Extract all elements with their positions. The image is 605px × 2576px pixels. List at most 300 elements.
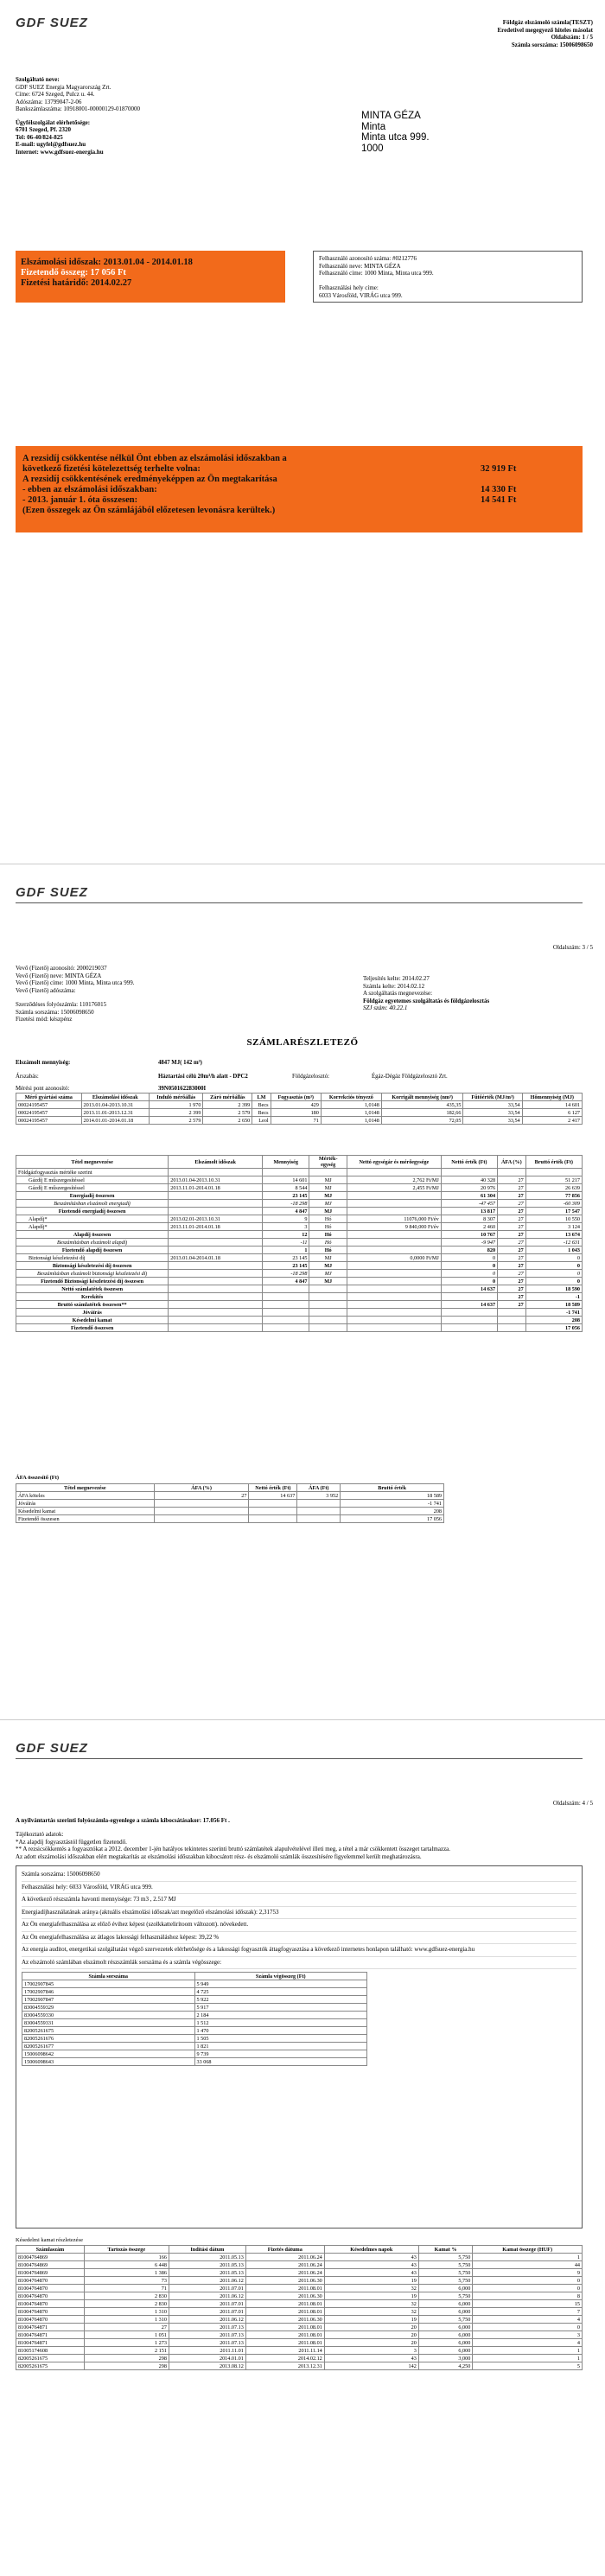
table-cell: 33,54 [463, 1101, 522, 1109]
tariff-label: Árszabás: [16, 1074, 39, 1080]
info-line: A következő részszámla havonti mennyisége: 73 m3 , 2.517 MJ [22, 1896, 576, 1907]
table-cell [309, 1301, 347, 1309]
table-cell: Alapdíj* [16, 1223, 169, 1231]
table-cell: 2011.07.13 [169, 2339, 245, 2347]
table-row [22, 1996, 367, 2004]
table-row [16, 2292, 583, 2300]
table-cell: 15006098643 [22, 2058, 195, 2066]
tariff-value: Háztartási célú 20m³/h alatt - DPC2 [158, 1074, 248, 1080]
table-cell [347, 1247, 441, 1254]
note-line: *Az alapdíj fogyasztástól független fizetendő. [16, 1838, 127, 1846]
table-cell: 2013.12.31 [245, 2362, 324, 2370]
table-cell: -18 298 [263, 1200, 309, 1208]
service-line: Internet: www.gdfsuez-energia.hu [16, 148, 104, 156]
table-row [16, 1324, 583, 1332]
table-cell [263, 1169, 309, 1176]
table-cell: 82005261675 [16, 2355, 85, 2362]
column-header: Mérő gyártási száma [16, 1094, 82, 1101]
table-cell: 5 [473, 2362, 583, 2370]
table-cell: 2013.11.01-2014.01.18 [169, 1223, 263, 1231]
table-cell: 5,750 [418, 2254, 472, 2261]
table-cell: 0 [525, 1262, 582, 1270]
table-row [16, 1169, 583, 1176]
table-cell: 2 399 [203, 1101, 252, 1109]
table-row [16, 1200, 583, 1208]
table-cell: 13 817 [441, 1208, 497, 1215]
table-cell: 2014.01.01-2014.01.18 [81, 1117, 150, 1125]
customer-line: Felhasználó címe: 1000 Minta, Minta utca 999. [319, 270, 434, 277]
date-line: Földgáz egyetemes szolgáltatás és földgázelosztás [363, 997, 490, 1004]
table-cell: 81005174608 [16, 2347, 85, 2355]
vat-title [16, 1475, 59, 1481]
table-cell: 4 [473, 2316, 583, 2324]
table-cell: 77 856 [525, 1192, 582, 1200]
table-cell: 1 [473, 2254, 583, 2261]
column-header: Indítási dátum [169, 2246, 245, 2254]
table-cell: 2011.05.13 [169, 2269, 245, 2277]
table-cell: 2013.11.01-2014.01.18 [169, 1184, 263, 1192]
table-cell: 2011.11.14 [245, 2347, 324, 2355]
table-cell: 208 [341, 1508, 444, 1515]
table-cell: Gázdíj E műszergesítéssel [16, 1176, 169, 1184]
column-header: Nettó érték (Ft) [249, 1484, 297, 1492]
page1-header-right [368, 19, 593, 48]
table-row [16, 1184, 583, 1192]
page-number-text: Oldalszám: 4 / 5 [552, 1800, 593, 1807]
page-number-text: Oldalszám: 3 / 5 [552, 944, 593, 951]
contract-line: Számla sorszáma: 15006098650 [16, 1008, 94, 1016]
table-cell: Biztonsági készletezési díj összesen [16, 1262, 169, 1270]
info-box [16, 1865, 583, 2228]
column-header: ÁFA (%) [498, 1156, 526, 1169]
table-cell: 435,35 [381, 1101, 463, 1109]
table-cell: 1,0148 [321, 1109, 381, 1117]
table-cell: 73 [84, 2277, 169, 2285]
table-cell: Kerekítés [16, 1293, 169, 1301]
table-cell: 8 307 [441, 1215, 497, 1223]
customer-box [313, 251, 583, 303]
table-cell: 83004559331 [22, 2019, 195, 2027]
column-header: Tétel megnevezése [16, 1484, 155, 1492]
table-cell: 81004764870 [16, 2292, 85, 2300]
table-cell: 40 328 [441, 1176, 497, 1184]
table-cell: 19 [324, 2292, 418, 2300]
supply-details [16, 1060, 586, 1093]
table-cell: -11 [263, 1239, 309, 1247]
column-header: LM [252, 1094, 271, 1101]
supplier-info [16, 76, 206, 156]
table-cell [169, 1239, 263, 1247]
amount-due: Fizetendő összeg: 17 056 Ft [21, 268, 126, 277]
reduction-value-1: 32 919 Ft [481, 464, 517, 474]
column-header: Záró mérőállás [203, 1094, 252, 1101]
payment-deadline: Fizetési határidő: 2014.02.27 [21, 278, 132, 288]
table-cell [154, 1508, 249, 1515]
table-cell: 32 [324, 2300, 418, 2308]
late-interest-table [16, 2245, 583, 2370]
table-row [16, 2339, 583, 2347]
table-row [16, 2261, 583, 2269]
pod-label: Mérési pont azonosító: [16, 1086, 70, 1092]
table-cell: 429 [271, 1101, 321, 1109]
table-cell [347, 1208, 441, 1215]
table-cell: Jóváírás [16, 1309, 169, 1317]
table-cell: 2 579 [203, 1109, 252, 1117]
table-cell: 1 505 [194, 2035, 367, 2043]
table-cell: MJ [309, 1184, 347, 1192]
contract-line: Fizetési mód: készpénz [16, 1016, 73, 1023]
table-cell [249, 1515, 297, 1523]
table-cell [347, 1270, 441, 1278]
table-cell [347, 1239, 441, 1247]
reduction-line-1: A rezsidíj csökkentése nélkül Önt ebben az elszámolási időszakban a [22, 454, 287, 463]
table-cell [347, 1200, 441, 1208]
table-cell: 820 [441, 1247, 497, 1254]
table-cell: 6 127 [522, 1109, 582, 1117]
column-header: ÁFA (Ft) [297, 1484, 341, 1492]
table-cell: 23 145 [263, 1262, 309, 1270]
header-line: Oldalszám: 1 / 5 [551, 34, 593, 41]
table-cell: 2013.08.12 [169, 2362, 245, 2370]
table-cell [347, 1324, 441, 1332]
table-cell: 2013.02.01-2013.10.31 [169, 1215, 263, 1223]
table-row [16, 1254, 583, 1262]
table-cell: 2011.06.30 [245, 2277, 324, 2285]
table-cell: 180 [271, 1109, 321, 1117]
table-cell: 0 [473, 2324, 583, 2331]
table-cell: 17 056 [341, 1515, 444, 1523]
table-cell: 20 976 [441, 1184, 497, 1192]
section-title-text: SZÁMLARÉSZLETEZŐ [246, 1037, 359, 1048]
table-row [16, 1109, 583, 1117]
table-cell: 3 [473, 2331, 583, 2339]
table-cell: 81004764870 [16, 2316, 85, 2324]
table-row [16, 1278, 583, 1285]
table-row [16, 1176, 583, 1184]
buyer-line: Vevő (Fizető) címe: 1000 Minta, Minta utca 999. [16, 979, 135, 986]
table-cell: 33,54 [463, 1117, 522, 1125]
capacity-label: Elszámolt mennyiség: [16, 1060, 71, 1066]
table-cell: 27 [498, 1223, 526, 1231]
table-cell: 81004764869 [16, 2269, 85, 2277]
table-cell: 3 952 [297, 1492, 341, 1500]
column-header: Számla sorszáma [22, 1973, 195, 1980]
table-cell: 14 637 [441, 1301, 497, 1309]
table-cell [309, 1317, 347, 1324]
column-header: Korrigált mennyiség (nm³) [381, 1094, 463, 1101]
contract-info [16, 1001, 275, 1023]
balance-statement-text: A nyilvántartás szerinti folyószámla-egyenlege a számla kibocsátásakor: 17.056 Ft . [16, 1817, 230, 1824]
table-cell: 00024195457 [16, 1101, 82, 1109]
table-cell: 18 590 [525, 1285, 582, 1293]
table-cell [347, 1169, 441, 1176]
column-header: Fizetés dátuma [245, 2246, 324, 2254]
table-cell: 82005261676 [22, 2035, 195, 2043]
table-row [22, 2019, 367, 2027]
table-cell: 27 [498, 1285, 526, 1293]
column-header: Kamat % [418, 2246, 472, 2254]
table-cell: Fizetendő összesen [16, 1324, 169, 1332]
table-row [16, 2277, 583, 2285]
table-cell: 2011.08.01 [245, 2308, 324, 2316]
table-cell [347, 1192, 441, 1200]
page-number [553, 944, 593, 952]
table-row [16, 2285, 583, 2292]
table-cell: 298 [84, 2362, 169, 2370]
table-cell: 33,54 [463, 1109, 522, 1117]
header-line: Földgáz elszámoló számla(TESZT) [502, 19, 593, 26]
pod-value: 39N050162283000I [158, 1086, 207, 1092]
addressee-line: Minta [361, 121, 386, 132]
table-cell [347, 1262, 441, 1270]
table-cell: 2011.06.12 [169, 2316, 245, 2324]
table-cell: 2 830 [84, 2292, 169, 2300]
table-cell: 00024195457 [16, 1109, 82, 1117]
table-cell: 32 [324, 2285, 418, 2292]
table-cell [263, 1309, 309, 1317]
table-cell: 81004764870 [16, 2285, 85, 2292]
table-cell: 27 [498, 1184, 526, 1192]
invoice-page-4 [0, 1720, 605, 2576]
table-cell [309, 1293, 347, 1301]
table-cell: 17 056 [525, 1324, 582, 1332]
table-row [16, 1285, 583, 1293]
table-cell: 2013.01.04-2014.01.18 [169, 1254, 263, 1262]
table-cell: Fizetendő összesen [16, 1515, 155, 1523]
table-row [16, 1317, 583, 1324]
table-cell: Becs [252, 1101, 271, 1109]
table-row [16, 1293, 583, 1301]
table-cell: Becs [252, 1109, 271, 1117]
table-cell: 0 [525, 1270, 582, 1278]
table-cell: 2011.05.13 [169, 2261, 245, 2269]
table-cell: 3 [324, 2347, 418, 2355]
column-header: Kamat összege (HUF) [473, 2246, 583, 2254]
table-row [16, 1223, 583, 1231]
table-cell: 2011.06.30 [245, 2292, 324, 2300]
table-cell [169, 1169, 263, 1176]
table-cell: 27 [498, 1176, 526, 1184]
table-cell: 17002907845 [22, 1980, 195, 1988]
table-cell: 17002907846 [22, 1988, 195, 1996]
table-cell: 15 [473, 2300, 583, 2308]
table-cell: 81004764871 [16, 2331, 85, 2339]
summary-box [16, 251, 285, 303]
logo-text: GDF SUEZ [16, 885, 88, 900]
table-row [22, 2027, 367, 2035]
table-cell: 81004764870 [16, 2277, 85, 2285]
logo-text: GDF SUEZ [16, 16, 88, 30]
table-cell: 9 739 [194, 2050, 367, 2058]
table-cell: 1 512 [194, 2019, 367, 2027]
column-header: Bruttó érték [341, 1484, 444, 1492]
table-cell: Hó [309, 1247, 347, 1254]
table-row [16, 2269, 583, 2277]
table-cell [263, 1301, 309, 1309]
table-row [16, 1231, 583, 1239]
column-header: Bruttó érték (Ft) [525, 1156, 582, 1169]
table-cell: 1 273 [84, 2339, 169, 2347]
table-cell: 81004764869 [16, 2261, 85, 2269]
table-row [16, 1500, 444, 1508]
table-cell: 82005261675 [16, 2362, 85, 2370]
table-cell: 2011.08.01 [245, 2285, 324, 2292]
reduction-line-3: A rezsidíj csökkentésének eredményeképpen az Ön megtakarítása [22, 475, 277, 484]
table-cell [169, 1208, 263, 1215]
table-cell: Fizetendő Biztonsági készletezési díj összesen [16, 1278, 169, 1285]
table-cell [169, 1278, 263, 1285]
table-cell: 15006098642 [22, 2050, 195, 2058]
service-line: Tel: 06-40/824-825 [16, 133, 63, 141]
table-cell: 83004559329 [22, 2004, 195, 2012]
reduction-value-3: 14 541 Ft [481, 495, 517, 505]
table-cell: 0 [525, 1254, 582, 1262]
table-cell: 8 [473, 2292, 583, 2300]
table-cell: 5,750 [418, 2269, 472, 2277]
table-cell: 1 [473, 2355, 583, 2362]
table-cell: 0,0000 Ft/MJ [347, 1254, 441, 1262]
table-cell: Alapdíj összesen [16, 1231, 169, 1239]
table-cell: Leol [252, 1117, 271, 1125]
distributor-value: Égáz-Dégáz Földgázelosztó Zrt. [372, 1074, 448, 1080]
table-cell [154, 1500, 249, 1508]
table-cell: 81004764871 [16, 2324, 85, 2331]
table-cell: 1 043 [525, 1247, 582, 1254]
table-cell: 9 [473, 2269, 583, 2277]
table-cell: Bruttó számlatétek összesen** [16, 1301, 169, 1309]
table-cell [169, 1200, 263, 1208]
table-cell [169, 1309, 263, 1317]
addressee-line: MINTA GÉZA [361, 111, 421, 121]
table-row [16, 1208, 583, 1215]
header-rule [16, 902, 583, 903]
table-row [16, 1515, 444, 1523]
table-cell: Biztonsági készletezési díj [16, 1254, 169, 1262]
logo-text: GDF SUEZ [16, 1741, 88, 1756]
table-cell [441, 1169, 497, 1176]
supplier-line: Bankszámlaszáma: 10918001-00000129-01870000 [16, 105, 141, 112]
table-row [16, 1101, 583, 1109]
table-cell: 0 [441, 1262, 497, 1270]
table-row [16, 2324, 583, 2331]
items-table [16, 1155, 583, 1332]
table-cell: Késedelmi kamat [16, 1508, 155, 1515]
table-row [22, 1988, 367, 1996]
table-cell [249, 1500, 297, 1508]
table-cell: MJ [309, 1270, 347, 1278]
table-row [16, 2355, 583, 2362]
late-interest-title [16, 2237, 83, 2243]
info-line: Az Ön energiafelhasználása az átlagos lakossági felhasználáshoz képest: 39,22 % [22, 1934, 576, 1945]
table-cell: 6 448 [84, 2261, 169, 2269]
table-cell: 14 601 [263, 1176, 309, 1184]
table-cell: 44 [473, 2261, 583, 2269]
table-cell [525, 1169, 582, 1176]
addressee-line: Minta utca 999. [361, 132, 430, 143]
contract-line: Szerződéses folyószámla: 110176015 [16, 1001, 107, 1008]
table-cell: Hó [309, 1223, 347, 1231]
table-cell: 27 [498, 1215, 526, 1223]
gdf-suez-logo [16, 1741, 88, 1756]
table-cell: 8 544 [263, 1184, 309, 1192]
notes [16, 1831, 583, 1860]
table-cell: 26 639 [525, 1184, 582, 1192]
table-cell: 2,455 Ft/MJ [347, 1184, 441, 1192]
table-cell: 6,000 [418, 2285, 472, 2292]
capacity-value: 4847 MJ( 142 m³) [158, 1060, 202, 1066]
table-cell: 27 [154, 1492, 249, 1500]
supplier-line: Adószáma: 13799047-2-06 [16, 98, 82, 105]
table-cell: MJ [309, 1200, 347, 1208]
table-cell [169, 1247, 263, 1254]
page-number [553, 1800, 593, 1808]
table-cell: 2 417 [522, 1117, 582, 1125]
partial-invoice-table [22, 1972, 367, 2066]
table-cell [441, 1324, 497, 1332]
table-row [16, 2362, 583, 2370]
date-line: SZJ szám: 40.22.1 [363, 1004, 408, 1011]
meter-table [16, 1093, 583, 1125]
table-cell: 20 [324, 2324, 418, 2331]
table-cell: 2011.07.13 [169, 2324, 245, 2331]
section-title [0, 1037, 605, 1048]
table-cell: 1 470 [194, 2027, 367, 2035]
table-cell: 27 [498, 1208, 526, 1215]
table-cell: 00024195457 [16, 1117, 82, 1125]
table-cell: 83004559330 [22, 2012, 195, 2019]
buyer-line: Vevő (Fizető) adószáma: [16, 986, 76, 994]
table-cell: ÁFA köteles [16, 1492, 155, 1500]
table-cell: 14 601 [522, 1101, 582, 1109]
service-line: E-mail: ugyfel@gdfsuez.hu [16, 141, 86, 148]
table-row [16, 1309, 583, 1317]
table-cell: 19 [324, 2277, 418, 2285]
table-cell: 2011.08.01 [245, 2331, 324, 2339]
column-header: Számlaszám [16, 2246, 85, 2254]
info-line: Az elszámoló számlában elszámolt részszámlák sorszáma és a számla végösszege: [22, 1959, 576, 1970]
table-cell: 3 124 [525, 1223, 582, 1231]
table-cell: -18 298 [263, 1270, 309, 1278]
table-row [16, 2308, 583, 2316]
table-cell: 61 304 [441, 1192, 497, 1200]
table-cell: -47 457 [441, 1200, 497, 1208]
table-row [16, 1239, 583, 1247]
date-info [363, 975, 596, 1012]
table-cell: 4 847 [263, 1208, 309, 1215]
table-cell: 6,000 [418, 2324, 472, 2331]
table-cell: Beszámításban elszámolt alapdíj [16, 1239, 169, 1247]
reduction-line-6: (Ezen összegek az Ön számlájából előzetesen levonásra kerültek.) [22, 506, 276, 515]
table-cell: Hó [309, 1215, 347, 1223]
table-cell: 7 [473, 2308, 583, 2316]
table-cell: 51 217 [525, 1176, 582, 1184]
table-cell: 81004764870 [16, 2300, 85, 2308]
table-cell [347, 1285, 441, 1293]
table-cell: 14 637 [441, 1285, 497, 1293]
balance-statement [16, 1817, 583, 1824]
table-cell [169, 1262, 263, 1270]
header-line: Eredetivel megegyező hiteles másolat [497, 26, 593, 34]
table-cell: 4 847 [263, 1278, 309, 1285]
table-cell: 5 917 [194, 2004, 367, 2012]
vat-table [16, 1483, 444, 1523]
column-header: Fogyasztás (m³) [271, 1094, 321, 1101]
table-cell: 6,000 [418, 2331, 472, 2339]
late-interest-title-text: Késedelmi kamat részletezése [16, 2237, 83, 2243]
supplier-title: Szolgáltató neve: [16, 76, 60, 83]
table-cell: 27 [498, 1270, 526, 1278]
table-cell: 2011.05.13 [169, 2254, 245, 2261]
